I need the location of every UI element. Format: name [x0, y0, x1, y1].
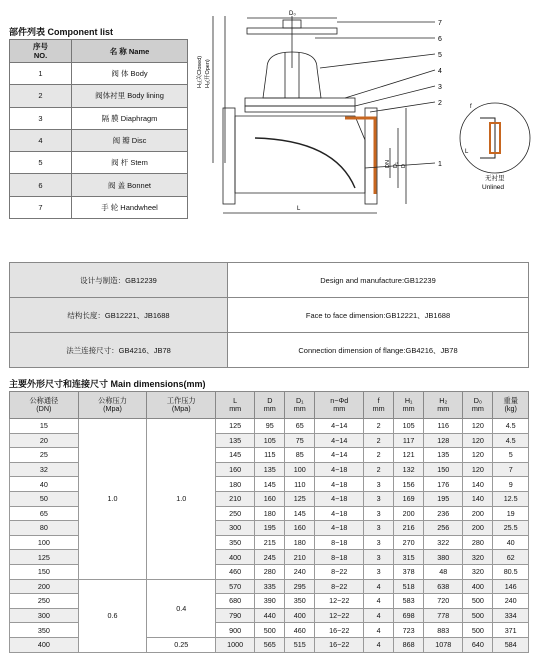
- dim-cell: 160: [255, 491, 285, 506]
- dim-cell: 19: [493, 506, 529, 521]
- dim-dn: 20: [10, 433, 79, 448]
- dim-cell: 9: [493, 477, 529, 492]
- standard-row: [10, 263, 529, 298]
- dim-cell: 216: [394, 521, 424, 536]
- dim-header-top: D₁: [295, 396, 304, 405]
- dim-cell: 12−22: [315, 608, 364, 623]
- dim-cell: 2: [364, 448, 394, 463]
- dim-l: L: [297, 206, 301, 212]
- detail-f: f: [470, 104, 472, 110]
- dim-cell: 565: [255, 637, 285, 652]
- dim-header-unit: mm: [263, 404, 276, 413]
- dim-cell: 135: [424, 448, 463, 463]
- dim-cell: 4: [364, 594, 394, 609]
- callout-7: 7: [438, 20, 442, 27]
- dim-cell: 210: [285, 550, 315, 565]
- dim-d1: D₁: [393, 162, 399, 168]
- dim-cell: 115: [255, 448, 285, 463]
- dim-header-unit: (Mpa): [103, 404, 122, 413]
- component-row: [10, 129, 188, 151]
- dim-cell: 4−18: [315, 491, 364, 506]
- dim-cell: 215: [255, 535, 285, 550]
- component-no: 3: [10, 107, 72, 129]
- dim-cell: 180: [255, 506, 285, 521]
- dim-cell: 295: [285, 579, 315, 594]
- dim-header-top: 重量: [503, 396, 518, 405]
- dim-cell: 80.5: [493, 564, 529, 579]
- dim-cell: 120: [463, 462, 493, 477]
- callout-2: 2: [438, 100, 442, 107]
- dim-cell: 140: [463, 477, 493, 492]
- dim-cell: 125: [216, 419, 255, 434]
- dim-header-unit: mm: [437, 404, 450, 413]
- dimensions-table: [9, 391, 529, 653]
- dim-cell: 320: [463, 550, 493, 565]
- dim-cell: 245: [255, 550, 285, 565]
- standard-en: Face to face dimension:GB12221、JB1688: [228, 298, 529, 333]
- component-row: [10, 85, 188, 107]
- no-header-en: NO.: [33, 51, 48, 60]
- dim-cell: 160: [216, 462, 255, 477]
- dim-cell: 280: [463, 535, 493, 550]
- dim-cell: 8−22: [315, 564, 364, 579]
- dim-cell: 778: [424, 608, 463, 623]
- dim-header-unit: mm: [333, 404, 346, 413]
- dim-cell: 315: [394, 550, 424, 565]
- working-pressure: 0.25: [147, 637, 216, 652]
- dim-cell: 868: [394, 637, 424, 652]
- dim-cell: 270: [394, 535, 424, 550]
- dim-cell: 378: [394, 564, 424, 579]
- dim-cell: 146: [493, 579, 529, 594]
- dim-cell: 4.5: [493, 419, 529, 434]
- dim-cell: 350: [285, 594, 315, 609]
- dim-dn: 40: [10, 477, 79, 492]
- dim-cell: 12.5: [493, 491, 529, 506]
- dim-cell: 3: [364, 477, 394, 492]
- dim-cell: 125: [285, 491, 315, 506]
- dim-row: [10, 579, 529, 594]
- dim-header-unit: mm: [229, 404, 242, 413]
- dim-cell: 85: [285, 448, 315, 463]
- component-table: [9, 39, 188, 219]
- dim-cell: 210: [216, 491, 255, 506]
- dim-dn: 100: [10, 535, 79, 550]
- dim-cell: 128: [424, 433, 463, 448]
- dim-cell: 16−22: [315, 623, 364, 638]
- dim-dn: 80: [10, 521, 79, 536]
- dim-header-unit: mm: [293, 404, 306, 413]
- dim-cell: 7: [493, 462, 529, 477]
- dim-header: [216, 392, 255, 419]
- dim-cell: 400: [285, 608, 315, 623]
- component-no: 2: [10, 85, 72, 107]
- callout-4: 4: [438, 68, 442, 75]
- dim-cell: 195: [255, 521, 285, 536]
- dim-dn: DN: [385, 160, 391, 168]
- dim-cell: 371: [493, 623, 529, 638]
- dim-cell: 584: [493, 637, 529, 652]
- dim-cell: 3: [364, 491, 394, 506]
- dim-dn: 15: [10, 419, 79, 434]
- dim-cell: 3: [364, 521, 394, 536]
- component-name: 阀 杆 Stem: [72, 152, 188, 174]
- dim-header-top: f: [377, 396, 380, 405]
- dim-header-unit: mm: [402, 404, 415, 413]
- standard-cn: 法兰连接尺寸：GB4216、JB78: [10, 333, 228, 368]
- dim-cell: 180: [216, 477, 255, 492]
- dim-header: [364, 392, 394, 419]
- dim-cell: 390: [255, 594, 285, 609]
- dim-header-top: H₁: [404, 396, 413, 405]
- dim-dn: 250: [10, 594, 79, 609]
- dim-header-unit: (Mpa): [171, 404, 191, 413]
- standard-row: [10, 298, 529, 333]
- name-header: 名 称 Name: [72, 40, 188, 63]
- component-no: 1: [10, 63, 72, 85]
- dim-cell: 180: [285, 535, 315, 550]
- dim-cell: 4−14: [315, 419, 364, 434]
- unlined-cn: 无衬里: [485, 175, 505, 182]
- dim-header: [394, 392, 424, 419]
- dim-header: [285, 392, 315, 419]
- dim-cell: 156: [394, 477, 424, 492]
- dim-cell: 135: [255, 462, 285, 477]
- standard-cn: 结构长度：GB12221、JB1688: [10, 298, 228, 333]
- dim-header-top: 工作压力: [166, 396, 196, 405]
- dim-cell: 350: [216, 535, 255, 550]
- dim-cell: 200: [463, 506, 493, 521]
- component-row: [10, 152, 188, 174]
- dim-header: [315, 392, 364, 419]
- dim-header: [147, 392, 216, 419]
- valve-drawing: [195, 8, 535, 230]
- working-pressure: 1.0: [147, 419, 216, 580]
- dim-cell: 150: [424, 462, 463, 477]
- dim-header-top: L: [233, 396, 238, 405]
- dim-cell: 500: [255, 623, 285, 638]
- dim-cell: 4: [364, 608, 394, 623]
- component-name: 阀体衬里 Body lining: [72, 85, 188, 107]
- dim-dn: 350: [10, 623, 79, 638]
- body-shape: [235, 116, 365, 193]
- dim-cell: 40: [493, 535, 529, 550]
- dim-cell: 680: [216, 594, 255, 609]
- dim-cell: 256: [424, 521, 463, 536]
- unlined-en: Unlined: [482, 184, 505, 191]
- dim-cell: 3: [364, 535, 394, 550]
- dim-dn: 150: [10, 564, 79, 579]
- dim-cell: 883: [424, 623, 463, 638]
- dim-cell: 16−22: [315, 637, 364, 652]
- dim-cell: 334: [493, 608, 529, 623]
- dim-dn: 400: [10, 637, 79, 652]
- component-no: 6: [10, 174, 72, 196]
- dim-cell: 515: [285, 637, 315, 652]
- dim-header-top: 公称压力: [98, 396, 127, 405]
- dim-h2: H₂(开Open): [205, 59, 211, 88]
- component-row: [10, 107, 188, 129]
- dim-header-top: D: [267, 396, 273, 405]
- dim-cell: 120: [463, 419, 493, 434]
- dim-cell: 335: [255, 579, 285, 594]
- callout-1: 1: [438, 161, 442, 168]
- dim-dn: 50: [10, 491, 79, 506]
- dim-cell: 240: [285, 564, 315, 579]
- dim-cell: 132: [394, 462, 424, 477]
- dim-header-top: 公称通径: [29, 396, 59, 405]
- dim-dn: 32: [10, 462, 79, 477]
- component-list-title: 部件列表 Component list: [9, 27, 113, 37]
- working-pressure: 0.4: [147, 579, 216, 637]
- dim-header-top: H₂: [439, 396, 448, 405]
- dim-cell: 145: [255, 477, 285, 492]
- dim-cell: 698: [394, 608, 424, 623]
- standards-table: [9, 262, 529, 368]
- dim-cell: 790: [216, 608, 255, 623]
- detail-l: L: [465, 149, 469, 155]
- nominal-pressure: 0.6: [78, 579, 147, 652]
- dim-cell: 4−18: [315, 477, 364, 492]
- dim-cell: 4−14: [315, 448, 364, 463]
- dim-cell: 4−18: [315, 462, 364, 477]
- dim-cell: 169: [394, 491, 424, 506]
- dim-cell: 195: [424, 491, 463, 506]
- component-row: [10, 196, 188, 218]
- dim-cell: 4−18: [315, 521, 364, 536]
- dim-d0: D₀: [289, 11, 296, 17]
- dim-cell: 8−22: [315, 579, 364, 594]
- dim-cell: 120: [463, 448, 493, 463]
- component-no: 5: [10, 152, 72, 174]
- standard-row: [10, 333, 529, 368]
- dim-cell: 723: [394, 623, 424, 638]
- dim-cell: 3: [364, 550, 394, 565]
- dim-d: D: [401, 164, 407, 168]
- dim-cell: 300: [216, 521, 255, 536]
- component-no: 4: [10, 129, 72, 151]
- dim-cell: 460: [285, 623, 315, 638]
- dim-cell: 400: [216, 550, 255, 565]
- dim-cell: 250: [216, 506, 255, 521]
- dim-cell: 145: [285, 506, 315, 521]
- dim-cell: 8−18: [315, 550, 364, 565]
- dim-cell: 440: [255, 608, 285, 623]
- dimensions-title: 主要外形尺寸和连接尺寸 Main dimensions(mm): [9, 379, 206, 389]
- dim-cell: 117: [394, 433, 424, 448]
- dim-cell: 4: [364, 623, 394, 638]
- dim-header: [493, 392, 529, 419]
- dim-cell: 100: [285, 462, 315, 477]
- dim-header: [78, 392, 147, 419]
- dim-row: [10, 419, 529, 434]
- dim-cell: 4−18: [315, 506, 364, 521]
- dim-cell: 110: [285, 477, 315, 492]
- dim-cell: 2: [364, 433, 394, 448]
- dim-cell: 4: [364, 637, 394, 652]
- standard-cn: 设计与制造：GB12239: [10, 263, 228, 298]
- dim-header-top: n−Φd: [330, 396, 349, 405]
- dim-cell: 500: [463, 608, 493, 623]
- dim-cell: 48: [424, 564, 463, 579]
- dim-cell: 518: [394, 579, 424, 594]
- component-name: 阀 瓣 Disc: [72, 129, 188, 151]
- dim-cell: 120: [463, 433, 493, 448]
- dim-header-unit: (kg): [504, 404, 517, 413]
- dim-cell: 500: [463, 594, 493, 609]
- dim-cell: 3: [364, 506, 394, 521]
- dim-cell: 140: [463, 491, 493, 506]
- dim-cell: 570: [216, 579, 255, 594]
- component-row: [10, 174, 188, 196]
- dim-cell: 200: [394, 506, 424, 521]
- dim-header: [424, 392, 463, 419]
- dim-header: [463, 392, 493, 419]
- dim-cell: 280: [255, 564, 285, 579]
- dim-cell: 25.5: [493, 521, 529, 536]
- dim-cell: 121: [394, 448, 424, 463]
- dim-cell: 240: [493, 594, 529, 609]
- dim-cell: 105: [394, 419, 424, 434]
- dim-cell: 65: [285, 419, 315, 434]
- dim-cell: 720: [424, 594, 463, 609]
- no-header-cn: 序号: [33, 42, 48, 51]
- callout-5: 5: [438, 52, 442, 59]
- standard-en: Design and manufacture:GB12239: [228, 263, 529, 298]
- dim-cell: 583: [394, 594, 424, 609]
- dim-cell: 105: [255, 433, 285, 448]
- dim-cell: 640: [463, 637, 493, 652]
- dim-cell: 4−14: [315, 433, 364, 448]
- dim-cell: 200: [463, 521, 493, 536]
- callout-3: 3: [438, 84, 442, 91]
- dim-cell: 116: [424, 419, 463, 434]
- dim-h1: H₁(关Closed): [197, 55, 203, 88]
- dim-cell: 3: [364, 564, 394, 579]
- dim-header-top: D₀: [473, 396, 482, 405]
- dim-cell: 4.5: [493, 433, 529, 448]
- dim-cell: 1078: [424, 637, 463, 652]
- component-name: 隔 膜 Diaphragm: [72, 107, 188, 129]
- dim-cell: 135: [216, 433, 255, 448]
- dim-header: [255, 392, 285, 419]
- dim-cell: 62: [493, 550, 529, 565]
- dim-cell: 2: [364, 419, 394, 434]
- dim-header: [10, 392, 79, 419]
- dim-cell: 380: [424, 550, 463, 565]
- component-name: 阀 盖 Bonnet: [72, 174, 188, 196]
- dim-header-unit: (DN): [36, 404, 52, 413]
- dim-dn: 200: [10, 579, 79, 594]
- dim-cell: 8−18: [315, 535, 364, 550]
- dim-dn: 65: [10, 506, 79, 521]
- dim-dn: 25: [10, 448, 79, 463]
- dim-cell: 75: [285, 433, 315, 448]
- dim-cell: 500: [463, 623, 493, 638]
- callout-6: 6: [438, 36, 442, 43]
- dim-cell: 4: [364, 579, 394, 594]
- dim-cell: 176: [424, 477, 463, 492]
- dim-header-unit: mm: [372, 404, 385, 413]
- dim-cell: 320: [463, 564, 493, 579]
- dim-cell: 145: [216, 448, 255, 463]
- standard-en: Connection dimension of flange:GB4216、JB78: [228, 333, 529, 368]
- dim-cell: 638: [424, 579, 463, 594]
- dim-cell: 95: [255, 419, 285, 434]
- component-name: 阀 体 Body: [72, 63, 188, 85]
- dim-cell: 12−22: [315, 594, 364, 609]
- dim-cell: 5: [493, 448, 529, 463]
- nominal-pressure: 1.0: [78, 419, 147, 580]
- dim-cell: 160: [285, 521, 315, 536]
- dim-cell: 900: [216, 623, 255, 638]
- dim-cell: 322: [424, 535, 463, 550]
- dim-cell: 460: [216, 564, 255, 579]
- component-name: 手 轮 Handwheel: [72, 196, 188, 218]
- dim-cell: 236: [424, 506, 463, 521]
- dim-cell: 2: [364, 462, 394, 477]
- dim-cell: 1000: [216, 637, 255, 652]
- no-header: [10, 40, 72, 63]
- dim-dn: 125: [10, 550, 79, 565]
- component-no: 7: [10, 196, 72, 218]
- dim-cell: 400: [463, 579, 493, 594]
- dim-header-unit: mm: [471, 404, 484, 413]
- component-row: [10, 63, 188, 85]
- dim-dn: 300: [10, 608, 79, 623]
